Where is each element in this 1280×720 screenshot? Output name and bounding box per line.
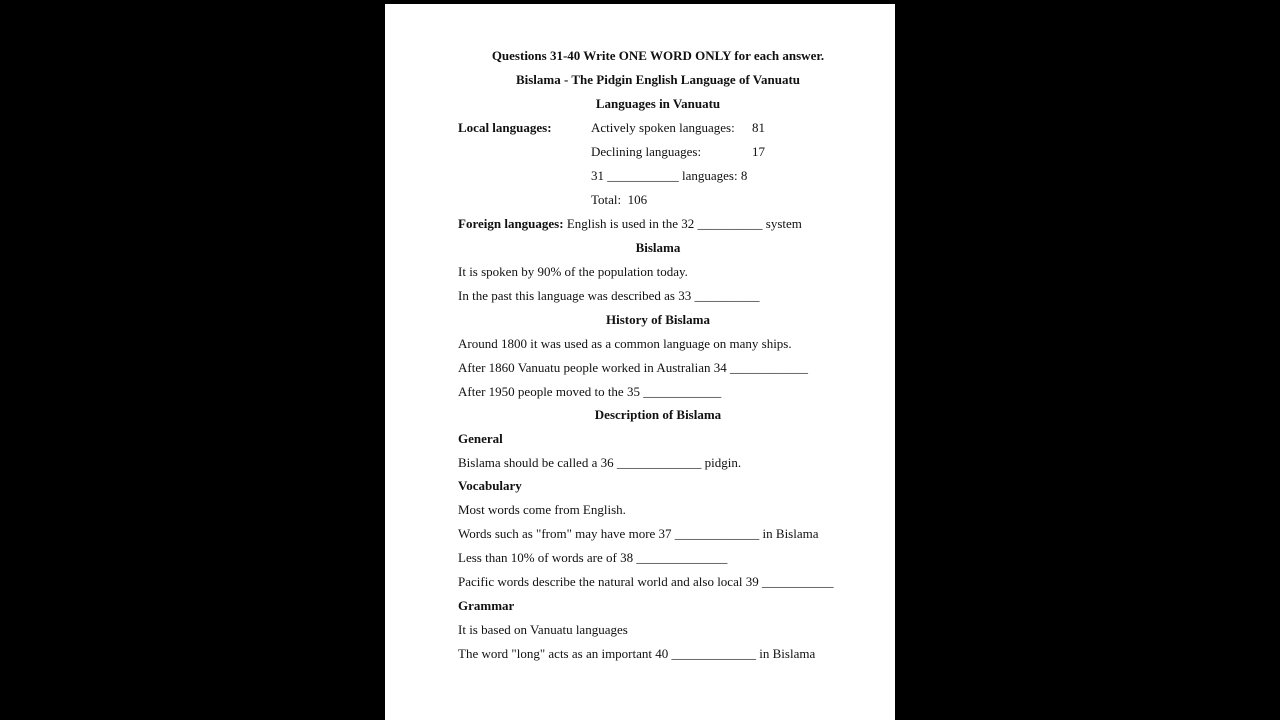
history-line-1: Around 1800 it was used as a common language on many ships. xyxy=(458,336,792,351)
bislama-line-1: It is spoken by 90% of the population today. xyxy=(458,264,688,279)
local-row-1-text: Actively spoken languages: xyxy=(591,120,735,135)
bislama-line-2: In the past this language was described as 33 __________ xyxy=(458,288,760,303)
vocabulary-line-2: Words such as "from" may have more 37 _____________ in Bislama xyxy=(458,526,819,541)
section-heading-history: History of Bislama xyxy=(606,312,710,327)
local-row-4-text: Total: 106 xyxy=(591,192,648,207)
local-row-1-value: 81 xyxy=(752,120,765,135)
foreign-languages-label: Foreign languages: xyxy=(458,216,564,231)
section-heading-languages: Languages in Vanuatu xyxy=(595,96,721,111)
grammar-line-1: It is based on Vanuatu languages xyxy=(458,622,628,637)
section-heading-description: Description of Bislama xyxy=(594,407,722,422)
history-line-3: After 1950 people moved to the 35 ____________ xyxy=(458,384,722,399)
local-row-3-text: 31 ___________ languages: 8 xyxy=(591,168,748,183)
document-page xyxy=(385,4,895,720)
local-languages-label: Local languages: xyxy=(458,120,552,135)
general-heading: General xyxy=(458,431,503,446)
questions-header: Questions 31-40 Write ONE WORD ONLY for each answer. xyxy=(491,48,825,63)
general-line-1: Bislama should be called a 36 _____________ pidgin. xyxy=(458,455,742,470)
foreign-languages-text: English is used in the 32 __________ system xyxy=(563,216,802,231)
local-row-2-text: Declining languages: xyxy=(591,144,702,159)
document-title: Bislama - The Pidgin English Language of Vanuatu xyxy=(515,72,801,87)
history-line-2: After 1860 Vanuatu people worked in Australian 34 ____________ xyxy=(458,360,808,375)
grammar-line-2: The word "long" acts as an important 40 _____________ in Bislama xyxy=(458,646,816,661)
section-heading-bislama: Bislama xyxy=(635,240,681,255)
vocabulary-heading: Vocabulary xyxy=(458,478,522,493)
grammar-heading: Grammar xyxy=(458,598,515,613)
vocabulary-line-1: Most words come from English. xyxy=(458,502,626,517)
vocabulary-line-3: Less than 10% of words are of 38 ______________ xyxy=(458,550,728,565)
vocabulary-line-4: Pacific words describe the natural world and also local 39 ___________ xyxy=(458,574,834,589)
local-row-2-value: 17 xyxy=(752,144,765,159)
foreign-languages-line xyxy=(458,216,802,232)
